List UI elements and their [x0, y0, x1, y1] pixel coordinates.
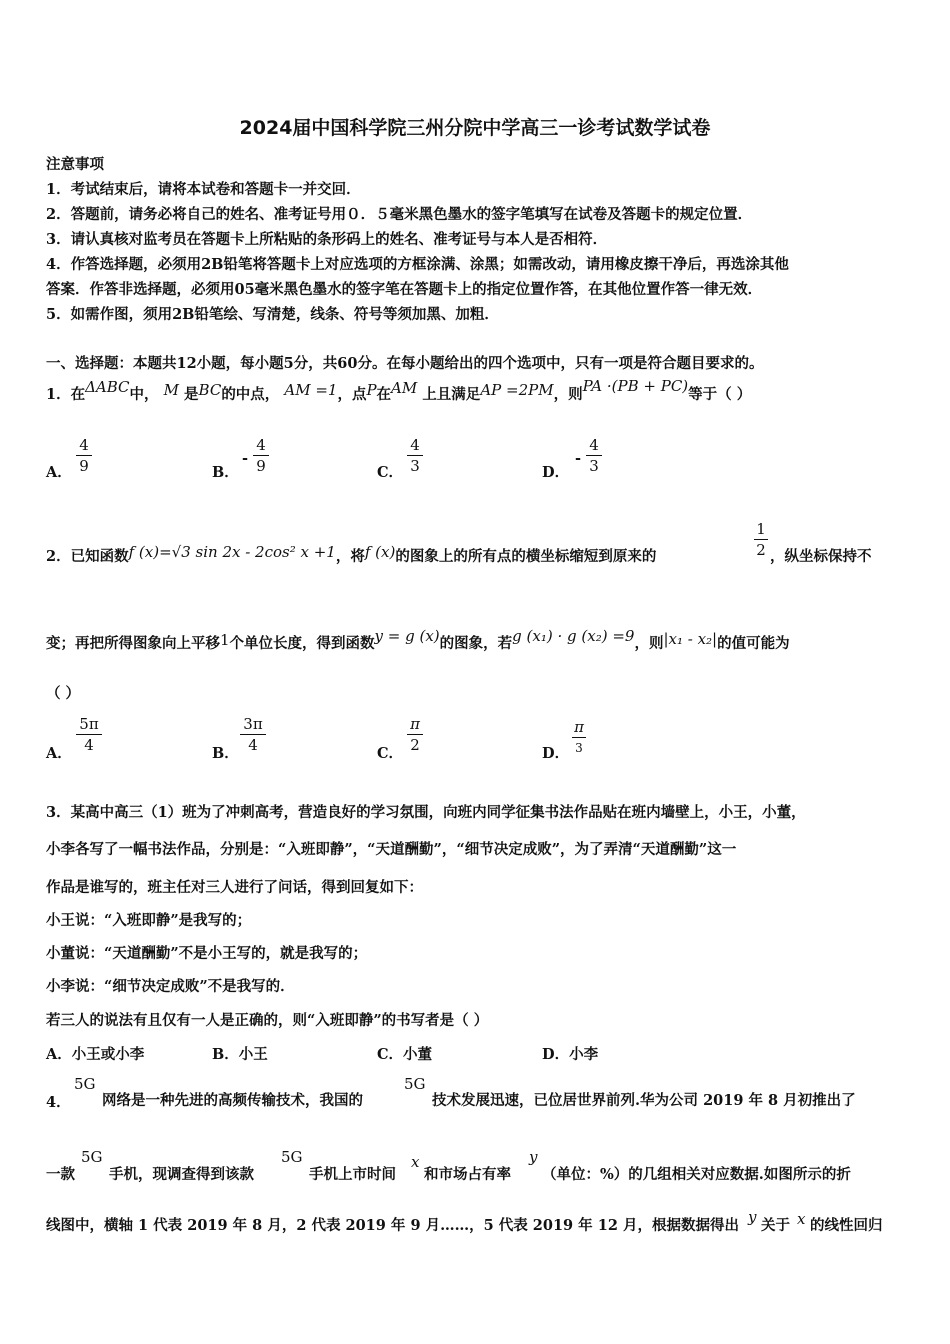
question-1-text: 1．在ΔABC中， M 是BC的中点， AM =1，点P在AM 上且满足AP =2PM，则PA ·(PB + PC)等于（ ） [46, 377, 752, 403]
option-label: A． [46, 464, 72, 481]
notice-item: 答案．作答非选择题，必须用05毫米黑色墨水的签字笔在答题卡上的指定位置作答，在其他位置作答一律无效． [46, 281, 763, 298]
notice-item: 2．答题前，请务必将自己的姓名、准考证号用０．５毫米黑色墨水的签字笔填写在试卷及答题卡的规定位置． [46, 206, 753, 223]
question-2-options [46, 715, 646, 765]
option-fraction: 5π 4 [76, 715, 102, 754]
option-label: B． [212, 745, 239, 762]
option-label: A． [46, 745, 72, 762]
math-y: y [748, 1208, 757, 1226]
question-3-line: 3．某高中高三（1）班为了冲刺高考，营造良好的学习氛围，向班内同学征集书法作品贴在班内墙壁上，小王，小董， [46, 804, 806, 821]
section-heading: 一、选择题：本题共12小题，每小题5分，共60分。在每小题给出的四个选项中，只有一项是符合题目要求的。 [46, 355, 764, 372]
question-3-line: 小董说：“天道酬勤”不是小王写的，就是我写的； [46, 945, 368, 962]
math-5g: 5G [281, 1148, 303, 1166]
math-5g: 5G [404, 1075, 426, 1093]
question-4-text: 的线性回归 [810, 1217, 883, 1234]
option-label: D． [542, 745, 570, 762]
math-x: x [797, 1210, 806, 1228]
notice-item: 1．考试结束后，请将本试卷和答题卡一并交回． [46, 181, 361, 198]
option-fraction: 3π 4 [240, 715, 266, 754]
question-4-text: 和市场占有率 [424, 1166, 511, 1183]
question-4-text: 手机，现调查得到该款 [109, 1166, 254, 1183]
question-4-text: （单位：%）的几组相关对应数据.如图所示的折 [542, 1166, 851, 1183]
math-y: y [529, 1148, 538, 1166]
option-text: A．小王或小李 [46, 1046, 145, 1063]
question-3-line: 作品是谁写的，班主任对三人进行了问话，得到回复如下： [46, 879, 423, 896]
question-4-text: 线图中，横轴 1 代表 2019 年 8 月，2 代表 2019 年 9 月……，5 代表 2019 年 12 月，根据数据得出 [46, 1217, 739, 1234]
option-label: C． [377, 464, 404, 481]
question-4-text: 关于 [761, 1217, 790, 1234]
question-4-text: 一款 [46, 1166, 75, 1183]
question-2-line-2: 变；再把所得图象向上平移1个单位长度，得到函数y = g (x)的图象，若g (x₁) · g (x₂) =9，则|x₁ - x₂|的值可能为 [46, 627, 790, 652]
option-text: D．小李 [542, 1046, 599, 1063]
option-label: D． [542, 464, 570, 481]
question-4-text: 网络是一种先进的高频传输技术，我国的 [102, 1092, 363, 1109]
question-3-line: 小李说：“细节决定成败”不是我写的． [46, 978, 295, 995]
question-4-text: 技术发展迅速，已位居世界前列.华为公司 2019 年 8 月初推出了 [432, 1092, 856, 1109]
question-2-line-1-end: ，纵坐标保持不 [770, 548, 872, 565]
notice-item: 4．作答选择题，必须用2B铅笔将答题卡上对应选项的方框涂满、涂黑；如需改动，请用橡皮擦干净后，再选涂其他 [46, 256, 789, 273]
option-fraction: π 3 [572, 718, 586, 757]
page-title: 2024届中国科学院三州分院中学高三一诊考试数学试卷 [239, 117, 711, 139]
math-x: x [411, 1153, 420, 1171]
option-fraction: π 2 [407, 715, 423, 754]
option-text: C．小董 [377, 1046, 433, 1063]
option-text: B．小王 [212, 1046, 268, 1063]
notice-item: 3．请认真核对监考员在答题卡上所粘贴的条形码上的姓名、准考证号与本人是否相符． [46, 231, 608, 248]
half-fraction: 1 2 [754, 520, 768, 559]
math-5g: 5G [81, 1148, 103, 1166]
option-label: B． [212, 464, 239, 481]
notice-heading: 注意事项 [46, 156, 104, 173]
option-fraction: 4 9 [76, 436, 92, 475]
option-fraction: 4 3 [586, 436, 602, 475]
question-2-line-1: 2．已知函数f (x)=√3 sin 2x - 2cos² x +1，将f (x)的图象上的所有点的横坐标缩短到原来的 [46, 543, 657, 565]
notice-item: 5．如需作图，须用2B铅笔绘、写清楚，线条、符号等须加黑、加粗． [46, 306, 499, 323]
question-3-line: 小李各写了一幅书法作品，分别是：“入班即静”，“天道酬勤”，“细节决定成败”，为了弄清“天道酬勤”这一 [46, 841, 737, 858]
question-1-options: A． 4 9 B． - 4 9 C． 4 3 D． - 4 3 [46, 436, 646, 486]
question-4-text: 手机上市时间 [309, 1166, 396, 1183]
question-2-bracket: （ ） [46, 685, 81, 702]
question-4-num: 4． [46, 1094, 71, 1111]
question-3-line: 若三人的说法有且仅有一人是正确的，则“入班即静”的书写者是（ ） [46, 1012, 489, 1029]
math-5g: 5G [74, 1075, 96, 1093]
option-fraction: 4 9 [253, 436, 269, 475]
option-fraction: 4 3 [407, 436, 423, 475]
option-label: C． [377, 745, 404, 762]
question-3-line: 小王说：“入班即静”是我写的； [46, 912, 252, 929]
